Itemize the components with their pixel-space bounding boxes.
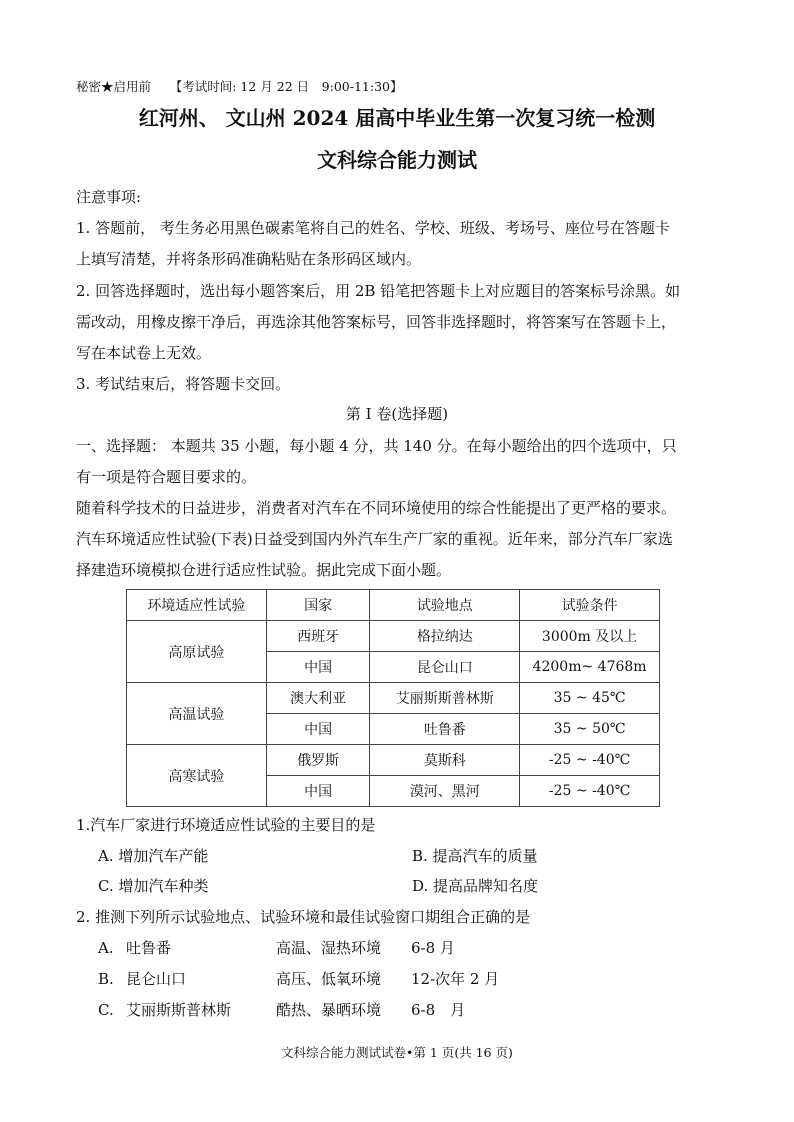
exam-title: 红河州、 文山州 2024 届高中毕业生第一次复习统一检测 bbox=[138, 106, 656, 130]
question-1-option-c: C. 增加汽车种类 bbox=[98, 877, 209, 895]
question-2-option-label: B. bbox=[98, 970, 114, 988]
site-cell: 昆仑山口 bbox=[370, 652, 520, 683]
passage-line-1: 随着科学技术的日益进步，消费者对汽车在不同环境使用的综合性能提出了更严格的要求。 bbox=[76, 499, 677, 517]
table-row bbox=[127, 683, 660, 714]
question-2-option-env: 高压、低氧环境 bbox=[276, 970, 382, 988]
question-2-option-period: 6-8 月 bbox=[411, 939, 455, 957]
notice-item-2-cont: 需改动，用橡皮擦干净后，再选涂其他答案标号，回答非选择题时，将答案写在答题卡上， bbox=[76, 313, 677, 331]
country-cell: 俄罗斯 bbox=[266, 745, 370, 776]
question-2-option-period: 6-8 月 bbox=[411, 1001, 466, 1019]
site-cell: 格拉纳达 bbox=[370, 621, 520, 652]
notice-item-1: 1. 答题前， 考生务必用黑色碳素笔将自己的姓名、学校、班级、考场号、座位号在答题卡 bbox=[76, 219, 670, 237]
site-cell: 吐鲁番 bbox=[370, 714, 520, 745]
question-2-stem: 2. 推测下列所示试验地点、试验环境和最佳试验窗口期组合正确的是 bbox=[76, 908, 531, 926]
section-instructions-cont: 有一项是符合题目要求的。 bbox=[76, 468, 257, 486]
header-cell: 试验地点 bbox=[370, 590, 520, 621]
condition-cell: 35 ~ 45℃ bbox=[520, 683, 660, 714]
section-title: 第 Ⅰ 卷(选择题) bbox=[345, 405, 449, 423]
question-2-option-site: 吐鲁番 bbox=[126, 939, 172, 957]
header-cell: 国家 bbox=[266, 590, 370, 621]
table-row bbox=[127, 621, 660, 652]
condition-cell: -25 ~ -40℃ bbox=[520, 776, 660, 807]
question-2-option-site: 昆仑山口 bbox=[126, 970, 187, 988]
section-instructions: 一、选择题： 本题共 35 小题，每小题 4 分，共 140 分。在每小题给出的四个选项中，只 bbox=[76, 437, 677, 455]
test-type-cell: 高温试验 bbox=[127, 683, 267, 745]
header-cell: 试验条件 bbox=[520, 590, 660, 621]
question-2-option-period: 12-次年 2 月 bbox=[411, 970, 500, 988]
site-cell: 艾丽斯斯普林斯 bbox=[370, 683, 520, 714]
table-header-row bbox=[127, 590, 660, 621]
question-2-option-env: 高温、湿热环境 bbox=[276, 939, 382, 957]
question-2-option-label: C. bbox=[98, 1001, 114, 1019]
test-type-cell: 高原试验 bbox=[127, 621, 267, 683]
question-2-option-label: A. bbox=[98, 939, 114, 957]
question-1-option-a: A. 增加汽车产能 bbox=[98, 847, 209, 865]
confidential-header: 秘密★启用前 【考试时间: 12 月 22 日 9:00-11:30】 bbox=[76, 79, 403, 94]
header-cell: 环境适应性试验 bbox=[127, 590, 267, 621]
notice-item-2-cont2: 写在本试卷上无效。 bbox=[76, 344, 212, 362]
country-cell: 西班牙 bbox=[266, 621, 370, 652]
question-2-option-env: 酷热、暴晒环境 bbox=[276, 1001, 382, 1019]
table-row bbox=[127, 745, 660, 776]
condition-cell: 35 ~ 50℃ bbox=[520, 714, 660, 745]
country-cell: 中国 bbox=[266, 776, 370, 807]
exam-subtitle: 文科综合能力测试 bbox=[317, 148, 477, 172]
site-cell: 漠河、黑河 bbox=[370, 776, 520, 807]
question-1-option-b: B. 提高汽车的质量 bbox=[412, 847, 538, 865]
country-cell: 中国 bbox=[266, 652, 370, 683]
condition-cell: -25 ~ -40℃ bbox=[520, 745, 660, 776]
page-footer: 文科综合能力测试试卷•第 1 页(共 16 页) bbox=[281, 1045, 513, 1060]
condition-cell: 3000m 及以上 bbox=[520, 621, 660, 652]
question-1-stem: 1.汽车厂家进行环境适应性试验的主要目的是 bbox=[76, 816, 376, 834]
test-table bbox=[126, 589, 660, 807]
country-cell: 澳大利亚 bbox=[266, 683, 370, 714]
notice-item-3: 3. 考试结束后，将答题卡交回。 bbox=[76, 375, 291, 393]
site-cell: 莫斯科 bbox=[370, 745, 520, 776]
notice-item-2: 2. 回答选择题时，选出每小题答案后，用 2B 铅笔把答题卡上对应题目的答案标号涂黑。如 bbox=[76, 282, 681, 300]
test-type-cell: 高寒试验 bbox=[127, 745, 267, 807]
notice-heading: 注意事项: bbox=[76, 188, 142, 206]
country-cell: 中国 bbox=[266, 714, 370, 745]
passage-line-2: 汽车环境适应性试验(下表)日益受到国内外汽车生产厂家的重视。近年来，部分汽车厂家选 bbox=[76, 530, 673, 548]
question-2-option-site: 艾丽斯斯普林斯 bbox=[126, 1001, 232, 1019]
question-1-option-d: D. 提高品牌知名度 bbox=[412, 877, 539, 895]
passage-line-3: 择建造环境模拟仓进行适应性试验。据此完成下面小题。 bbox=[76, 561, 452, 579]
notice-item-1-cont: 上填写清楚，并将条形码准确粘贴在条形码区域内。 bbox=[76, 250, 422, 268]
condition-cell: 4200m~ 4768m bbox=[520, 652, 660, 683]
